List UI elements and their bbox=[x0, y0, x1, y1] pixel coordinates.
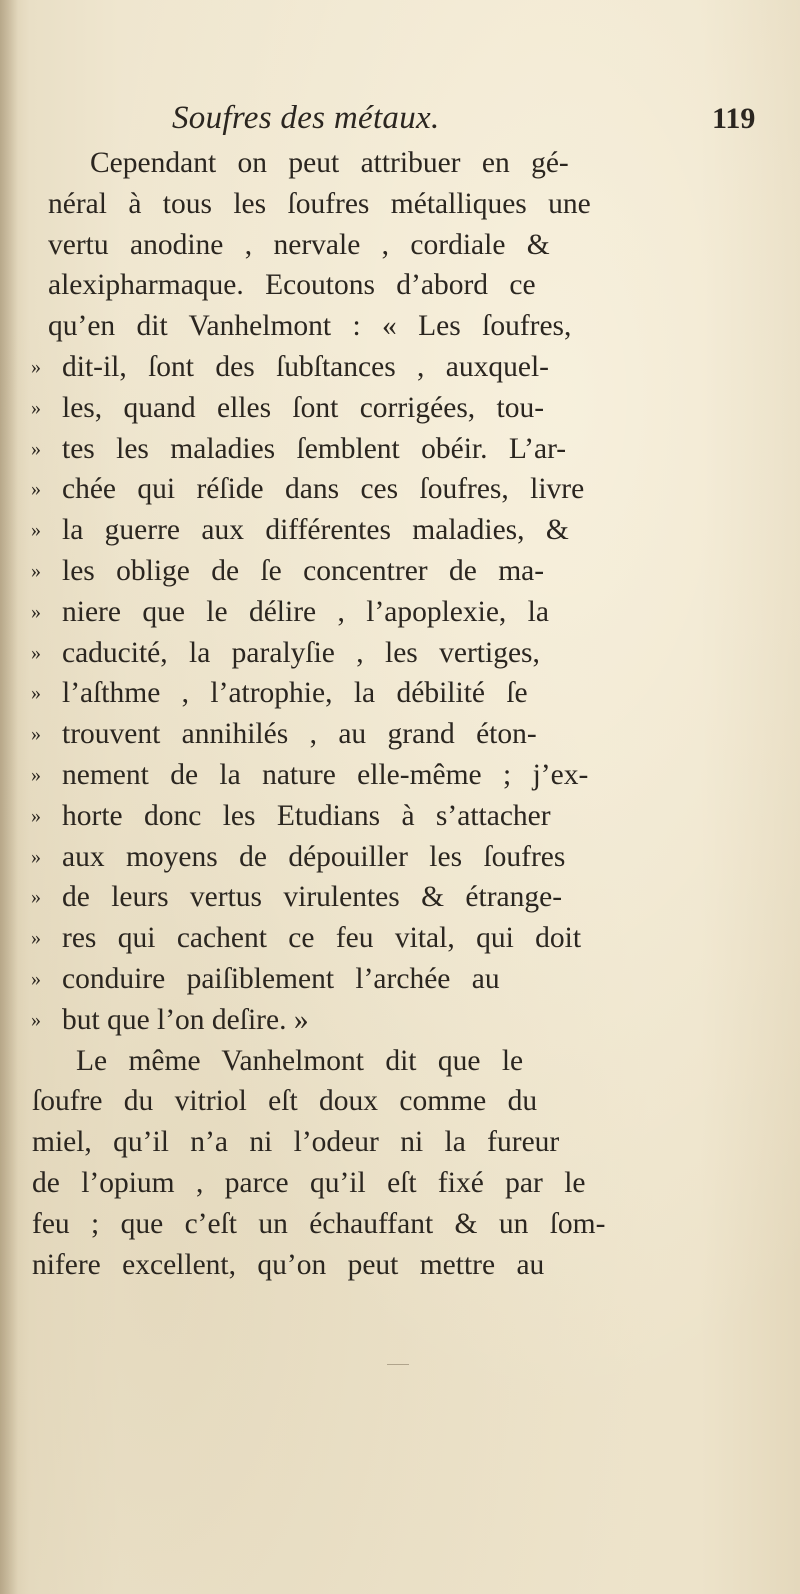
text-line: la guerre aux différentes maladies, & bbox=[62, 514, 569, 547]
bottom-rule bbox=[387, 1364, 409, 1365]
text-line: vertu anodine , nervale , cordiale & bbox=[48, 228, 550, 261]
text-line: miel, qu’il n’a ni l’odeur ni la fureur bbox=[32, 1126, 560, 1159]
text-line: néral à tous les ſoufres métalliques une bbox=[48, 187, 591, 220]
quote-marker: » bbox=[31, 437, 41, 460]
text-line: Cependant on peut attribuer en gé- bbox=[90, 147, 569, 179]
quote-marker: » bbox=[31, 641, 41, 664]
text-line: l’aſthme , l’atrophie, la débilité ſe bbox=[62, 677, 528, 710]
quote-marker: » bbox=[31, 927, 41, 950]
quote-marker: » bbox=[31, 886, 41, 909]
text-line: alexipharmaque. Ecoutons d’abord ce bbox=[48, 269, 536, 302]
text-line: tes les maladies ſemblent obéir. L’ar- bbox=[62, 432, 567, 465]
text-line: feu ; que c’eſt un échauffant & un ſom- bbox=[32, 1207, 606, 1240]
running-head-title: Soufres des métaux. bbox=[172, 100, 440, 136]
text-line: aux moyens de dépouiller les ſoufres bbox=[62, 840, 566, 873]
text-line: res qui cachent ce feu vital, qui doit bbox=[62, 922, 582, 955]
text-line: nement de la nature elle-même ; j’ex- bbox=[62, 759, 589, 791]
text-line: trouvent annihilés , au grand éton- bbox=[62, 718, 537, 751]
text-line: conduire paiſiblement l’archée au bbox=[62, 963, 500, 995]
quote-marker: » bbox=[31, 968, 41, 990]
text-line: de l’opium , parce qu’il eſt fixé par le bbox=[32, 1167, 586, 1199]
quote-marker: » bbox=[31, 845, 41, 868]
text-line: niere que le délire , l’apoplexie, la bbox=[62, 595, 549, 628]
text-line: Le même Vanhelmont dit que le bbox=[76, 1044, 524, 1077]
text-line: chée qui réſide dans ces ſoufres, livre bbox=[62, 473, 585, 506]
quote-marker: » bbox=[31, 478, 41, 501]
text-line: dit-il, ſont des ſubſtances , auxquel- bbox=[62, 351, 550, 383]
quote-marker: » bbox=[31, 764, 41, 786]
quote-marker: » bbox=[31, 560, 41, 582]
text-line: les oblige de ſe concentrer de ma- bbox=[62, 555, 545, 587]
quote-marker: » bbox=[31, 396, 41, 419]
quote-marker: » bbox=[31, 804, 41, 827]
text-line: ſoufre du vitriol eſt doux comme du bbox=[32, 1085, 538, 1118]
quote-marker: » bbox=[31, 356, 41, 378]
text-line: qu’en dit Vanhelmont : « Les ſoufres, bbox=[48, 310, 572, 343]
text-line: de leurs vertus virulentes & étrange- bbox=[62, 881, 563, 914]
running-head bbox=[0, 100, 800, 140]
text-line: horte donc les Etudians à s’attacher bbox=[62, 799, 551, 832]
quote-marker: » bbox=[31, 682, 41, 705]
text-line: nifere excellent, qu’on peut mettre au bbox=[32, 1248, 545, 1281]
text-line: but que l’on deſire. » bbox=[62, 1003, 309, 1036]
page-number: 119 bbox=[712, 102, 756, 135]
quote-marker: » bbox=[31, 1008, 41, 1031]
quote-marker: » bbox=[31, 600, 41, 623]
quote-marker: » bbox=[31, 519, 41, 542]
quote-marker: » bbox=[31, 723, 41, 746]
text-line: caducité, la paralyſie , les vertiges, bbox=[62, 636, 540, 669]
binding-shadow bbox=[0, 0, 18, 1594]
text-line: les, quand elles ſont corrigées, tou- bbox=[62, 391, 545, 424]
